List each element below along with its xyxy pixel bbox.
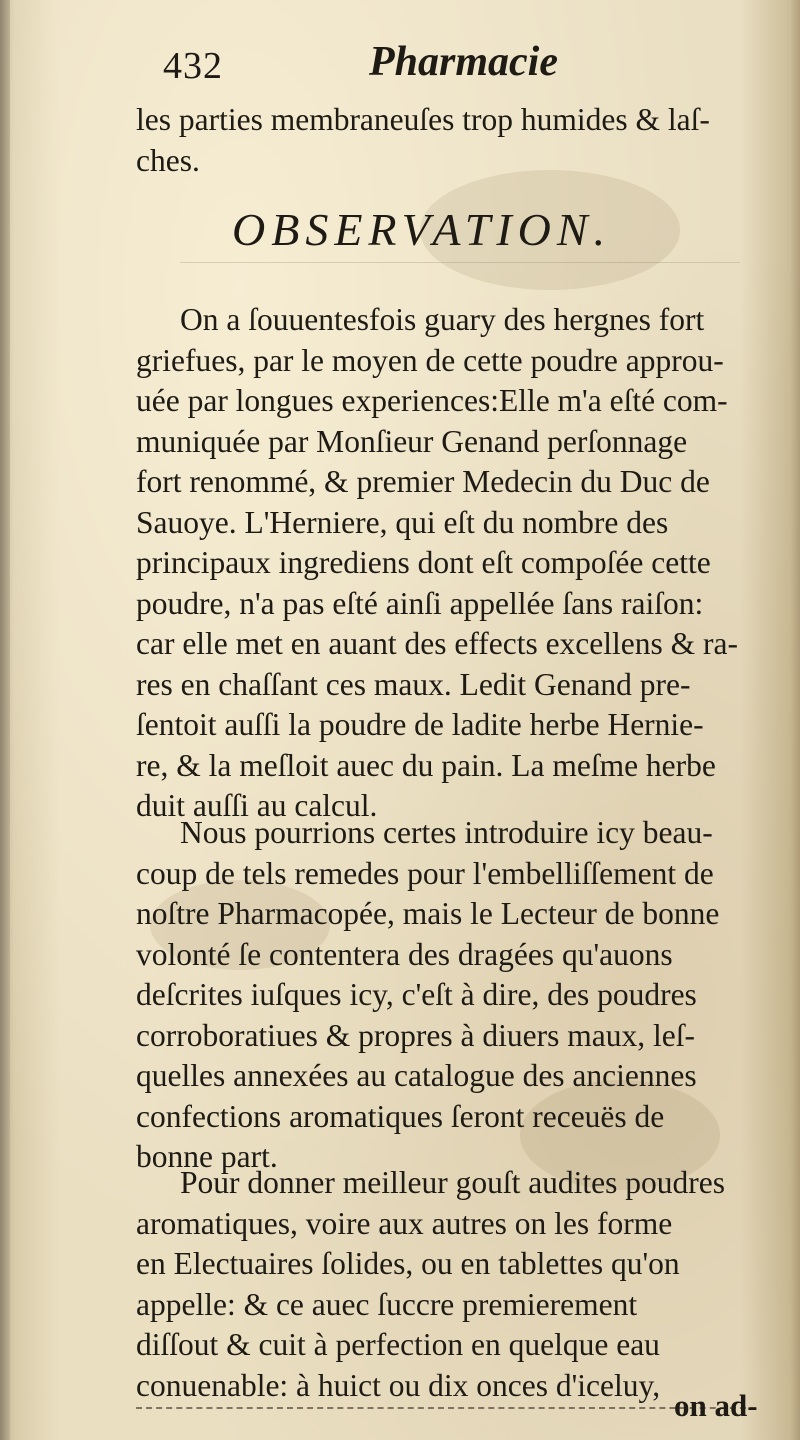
text-line: confections aromatiques ſeront receuës de bbox=[136, 1098, 665, 1134]
opening-lines bbox=[136, 100, 776, 181]
text-line: ches. bbox=[136, 142, 200, 178]
page-number: 432 bbox=[163, 45, 223, 87]
text-line: les parties membraneuſes trop humides & laſ- bbox=[136, 102, 710, 137]
text-line: poudre, n'a pas eſté ainſi appellée ſans raiſon: bbox=[136, 585, 704, 621]
text-line: corroboratiues & propres à diuers maux, leſ- bbox=[136, 1017, 695, 1053]
text-line: coup de tels remedes pour l'embelliſſement de bbox=[136, 855, 714, 891]
text-line: aromatiques, voire aux autres on les forme bbox=[136, 1205, 673, 1241]
bottom-rule bbox=[136, 1404, 756, 1409]
text-line: griefues, par le moyen de cette poudre approu- bbox=[136, 342, 724, 378]
text-line: diſſout & cuit à perfection en quelque eau bbox=[136, 1327, 660, 1362]
text-line: duit auſſi au calcul. bbox=[136, 788, 378, 823]
text-line: uée par longues experiences:Elle m'a eſté com- bbox=[136, 383, 728, 418]
text-line: muniquée par Monſieur Genand perſonnage bbox=[136, 423, 688, 459]
catchword: on ad- bbox=[674, 1388, 758, 1423]
text-line: re, & la meſloit auec du pain. La meſme herbe bbox=[136, 747, 716, 783]
running-title: Pharmacie bbox=[369, 39, 558, 85]
text-line: res en chaſſant ces maux. Ledit Genand pre- bbox=[136, 666, 691, 702]
text-line: ſentoit auſſi la poudre de ladite herbe Hernie- bbox=[136, 707, 704, 742]
text-line: Sauoye. L'Herniere, qui eſt du nombre des bbox=[136, 504, 669, 540]
text-line: Pour donner meilleur gouſt audites poudres bbox=[180, 1165, 726, 1200]
text-line: car elle met en auant des effects excellens & ra- bbox=[136, 626, 738, 661]
text-line: volonté ſe contentera des dragées qu'auons bbox=[136, 936, 673, 972]
paragraph-3 bbox=[136, 1163, 776, 1406]
text-line: bonne part. bbox=[136, 1139, 278, 1174]
text-line: en Electuaires ſolides, ou en tablettes qu'on bbox=[136, 1246, 680, 1281]
text-line: deſcrites iuſques icy, c'eſt à dire, des poudres bbox=[136, 977, 697, 1012]
paragraph-1 bbox=[136, 300, 776, 827]
text-line: quelles annexées au catalogue des anciennes bbox=[136, 1058, 697, 1093]
text-line: appelle: & ce auec ſuccre premierement bbox=[136, 1286, 638, 1322]
text-line: noſtre Pharmacopée, mais le Lecteur de bonne bbox=[136, 896, 720, 931]
text-line: On a ſouuentesfois guary des hergnes fort bbox=[180, 302, 705, 337]
text-line: conuenable: à huict ou dix onces d'iceluy, bbox=[136, 1367, 661, 1403]
text-line: Nous pourrions certes introduire icy beau- bbox=[180, 815, 713, 850]
paragraph-2 bbox=[136, 813, 776, 1178]
section-heading: OBSERVATION. bbox=[232, 204, 612, 255]
text-line: fort renommé, & premier Medecin du Duc de bbox=[136, 464, 710, 499]
page-header bbox=[163, 38, 783, 98]
faint-rule bbox=[180, 262, 740, 263]
text-line: principaux ingrediens dont eſt compoſée cette bbox=[136, 545, 711, 580]
page-edge-shadow bbox=[0, 0, 10, 1440]
